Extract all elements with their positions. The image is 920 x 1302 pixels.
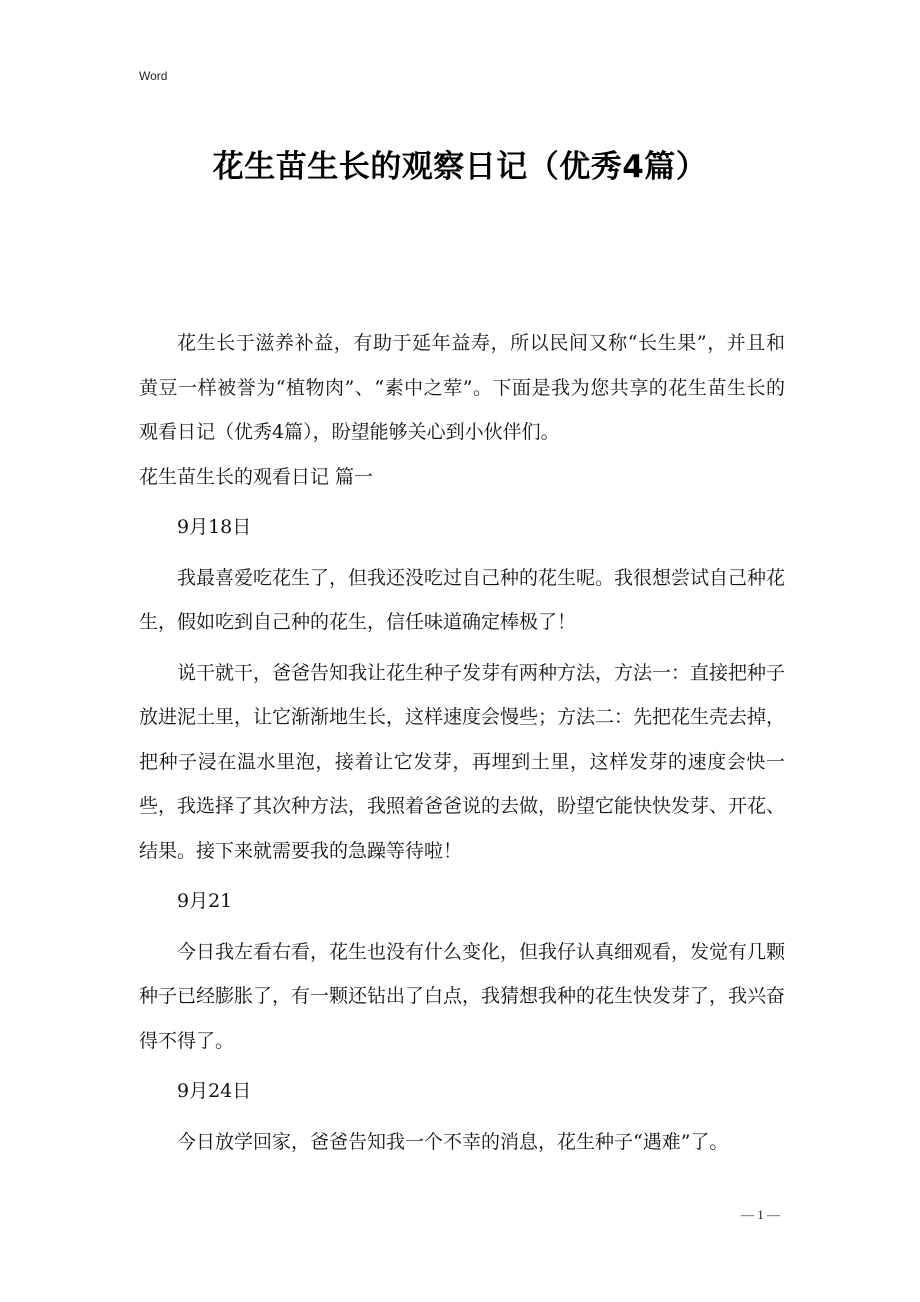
diary-paragraph: 我最喜爱吃花生了，但我还没吃过自己种的花生呢。我很想尝试自己种花生，假如吃到自己种的花生，信任味道确定棒极了！ — [139, 566, 786, 633]
diary-date: 9月21 — [177, 890, 233, 912]
intro-paragraph: 花生长于滋养补益，有助于延年益寿，所以民间又称“长生果”，并且和黄豆一样被誉为“植物肉”、“素中之荤”。下面是我为您共享的花生苗生长的观看日记（优秀4篇），盼望能够关心到小伙伴们。 — [139, 332, 785, 443]
diary-paragraph: 说干就干，爸爸告知我让花生种子发芽有两种方法，方法一：直接把种子放进泥土里，让它渐渐地生长，这样速度会慢些；方法二：先把花生壳去掉，把种子浸在温水里泡，接着让它发芽，再埋到土里，这样发芽的速度会快一些，我选择了其次种方法，我照着爸爸说的去做，盼望它能快快发芽、开花、结果。接下来就需要我的急躁等待啦！ — [139, 661, 786, 862]
diary-date: 9月18日 — [177, 516, 252, 538]
document-title: 花生苗生长的观察日记（优秀4篇） — [212, 149, 708, 185]
header-label: Word — [139, 69, 168, 83]
document-body — [139, 321, 785, 1164]
diary-date: 9月24日 — [177, 1080, 252, 1102]
page-number: — 1 — — [741, 1207, 780, 1222]
diary-paragraph: 今日放学回家，爸爸告知我一个不幸的消息，花生种子“遇难”了。 — [177, 1130, 729, 1153]
diary-paragraph: 今日我左看右看，花生也没有什么变化，但我仔认真细观看，发觉有几颗种子已经膨胀了，有一颗还钻出了白点，我猜想我种的花生快发芽了，我兴奋得不得了。 — [139, 940, 786, 1052]
section-heading: 花生苗生长的观看日记 篇一 — [139, 465, 374, 488]
